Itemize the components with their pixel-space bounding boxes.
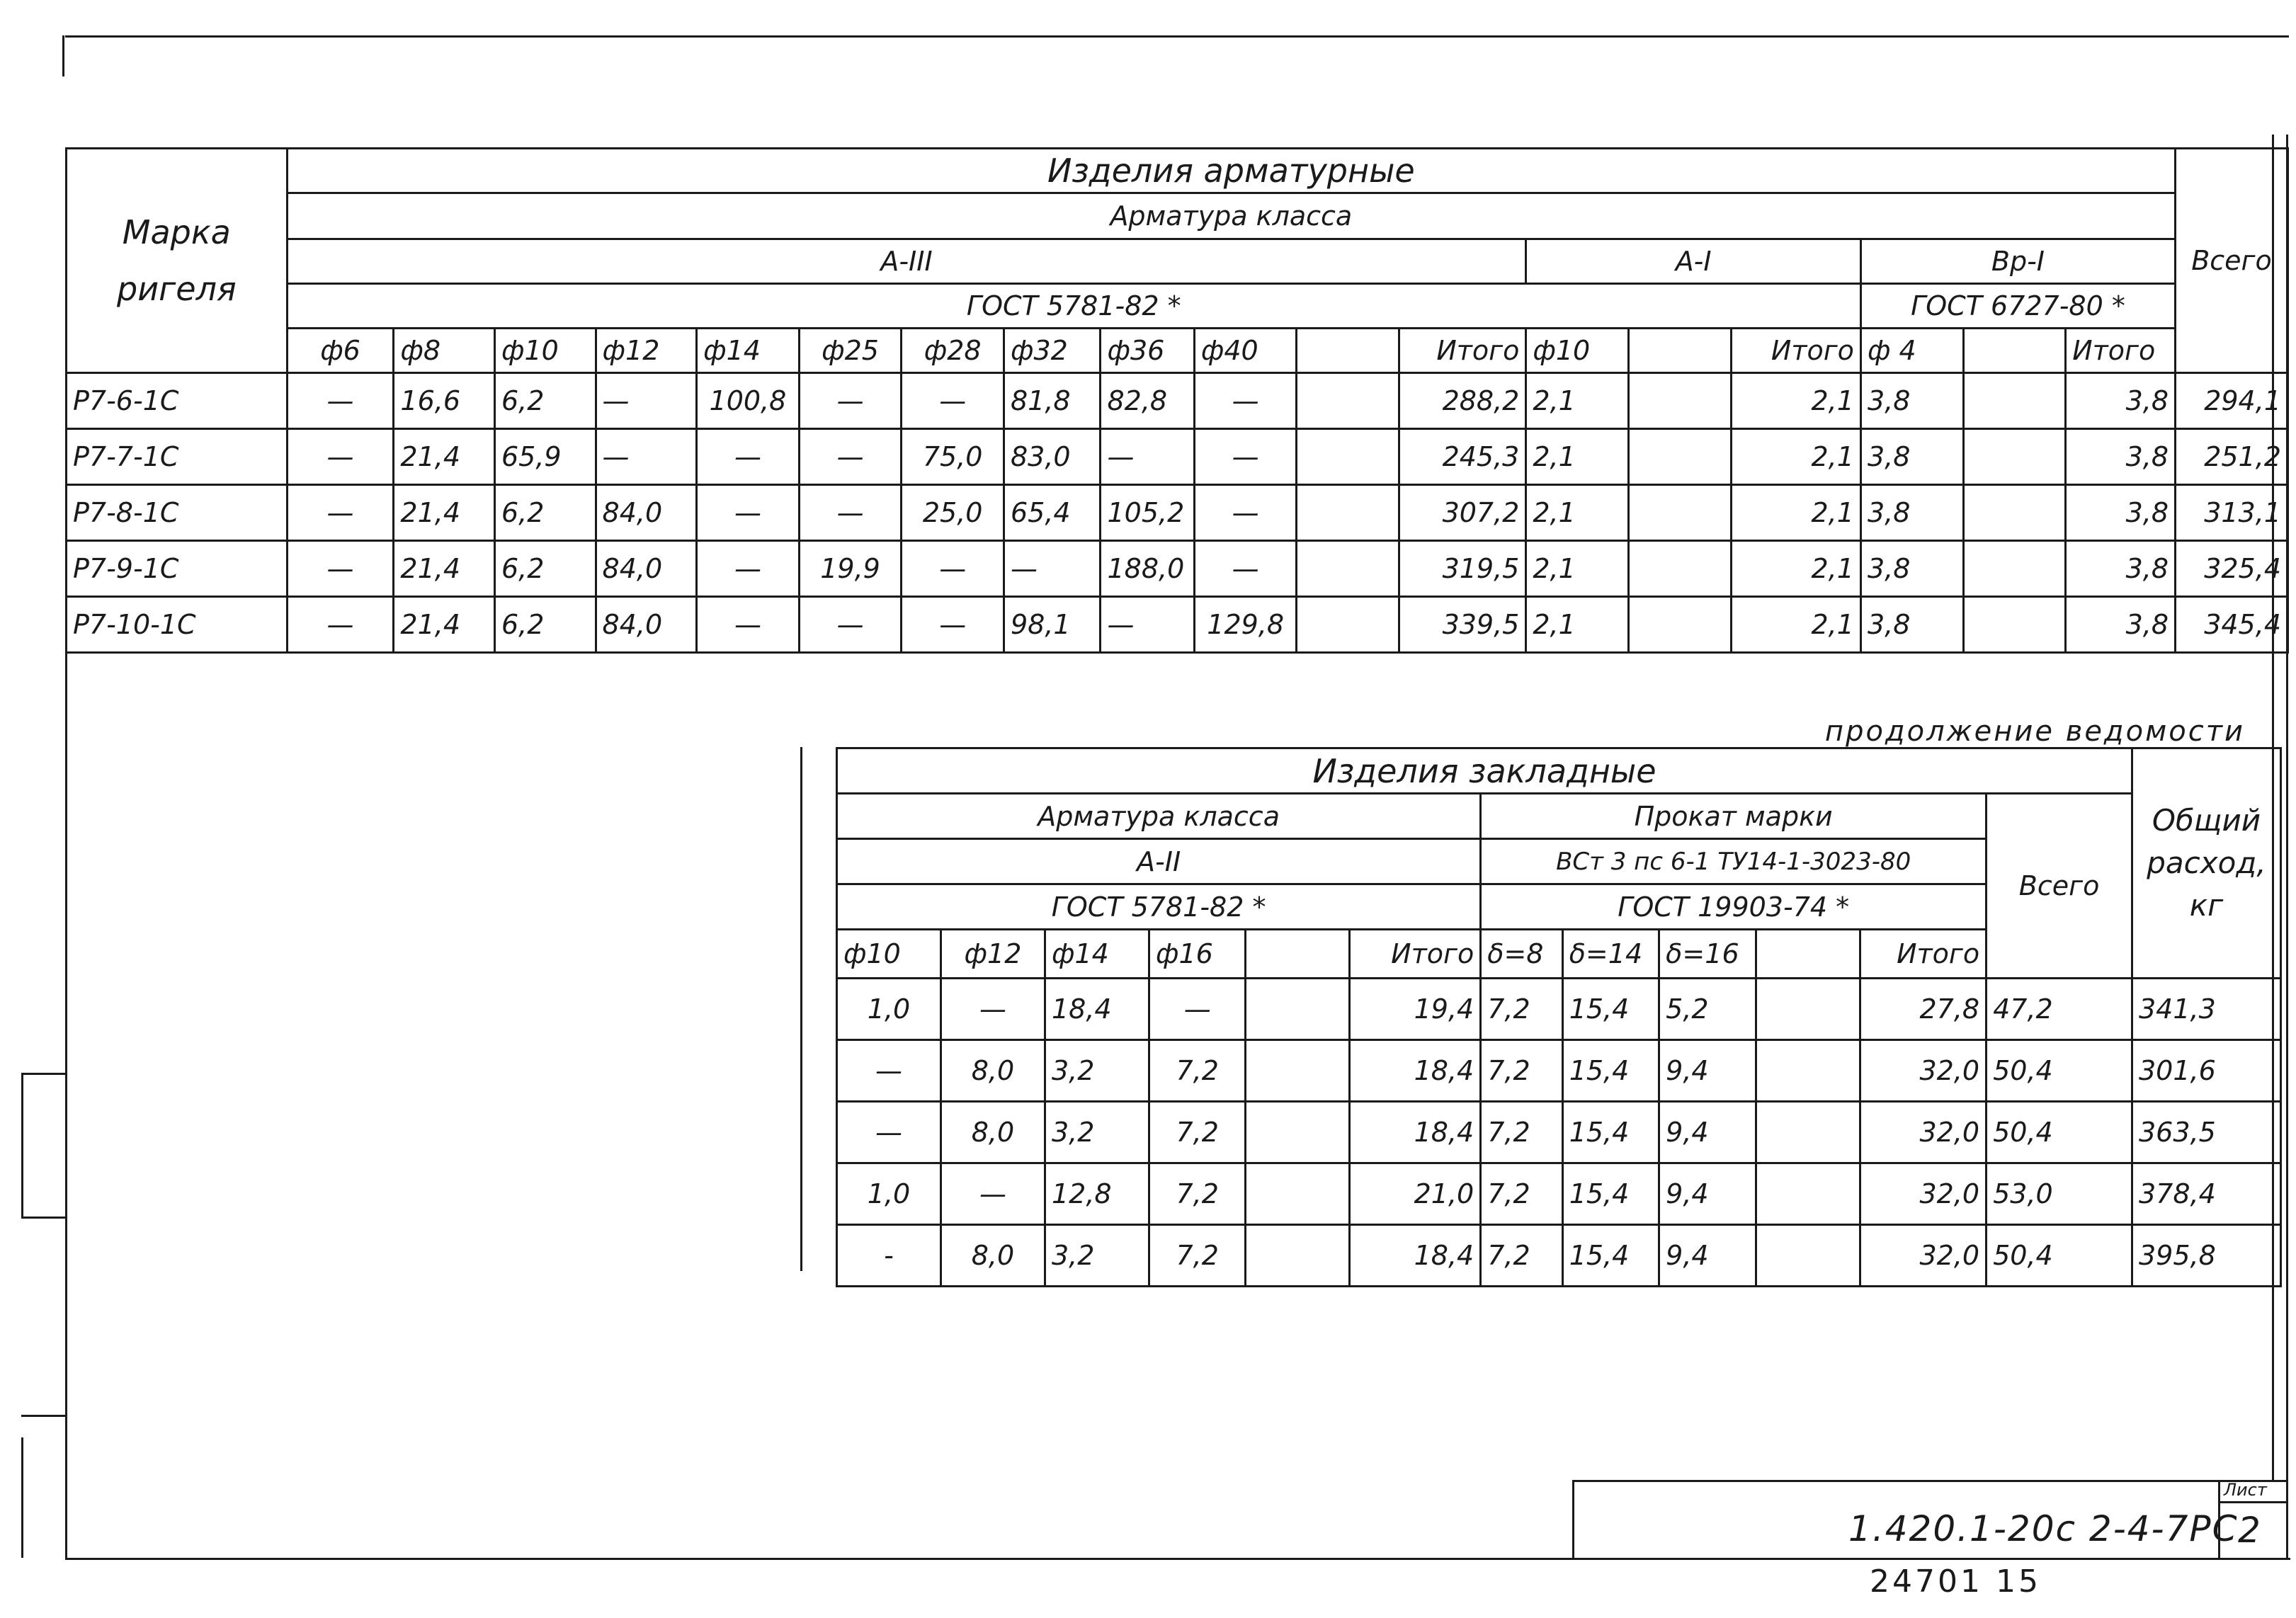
table-cell: 7,2 — [1149, 1040, 1245, 1102]
table-row — [837, 1102, 2281, 1163]
table-cell: 8,0 — [940, 1225, 1045, 1287]
table-cell: 288,2 — [1399, 373, 1526, 429]
table-cell: 18,4 — [1045, 979, 1149, 1040]
table-cell: 25,0 — [902, 485, 1004, 541]
col-header: ф10 — [1526, 329, 1629, 373]
table-row — [67, 373, 2288, 429]
row-mark: Р7-8-1С — [67, 485, 288, 541]
table-cell: — — [902, 373, 1004, 429]
row-total: 50,4 — [1987, 1040, 2132, 1102]
table-cell: 21,4 — [394, 429, 495, 485]
table2-total-header: Всего — [1987, 794, 2132, 979]
table-cell: — — [1194, 429, 1297, 485]
table-cell: 15,4 — [1562, 1225, 1659, 1287]
table-cell: 3,2 — [1045, 1102, 1149, 1163]
table-cell: 2,1 — [1526, 485, 1629, 541]
col-header: ф10 — [494, 329, 596, 373]
frame-top-line — [65, 35, 2289, 38]
row-overall: 341,3 — [2132, 979, 2280, 1040]
embedded-products-table — [836, 747, 2282, 1287]
margin-vertical — [21, 1073, 23, 1218]
table-cell: 21,4 — [394, 485, 495, 541]
table-cell: — — [799, 373, 902, 429]
table-cell: 3,8 — [1860, 373, 1963, 429]
row-overall: 378,4 — [2132, 1163, 2280, 1225]
table-cell: — — [837, 1040, 941, 1102]
table-cell: 82,8 — [1101, 373, 1194, 429]
table-cell: 2,1 — [1526, 429, 1629, 485]
table-cell: 18,4 — [1350, 1225, 1481, 1287]
col-header: ф10 — [837, 930, 941, 979]
table-cell: — — [1149, 979, 1245, 1040]
table-cell: — — [697, 541, 800, 597]
table-cell: 7,2 — [1481, 979, 1562, 1040]
table-cell: — — [940, 979, 1045, 1040]
table-cell: 3,8 — [1860, 429, 1963, 485]
col-header-empty — [1963, 329, 2066, 373]
table-cell: 7,2 — [1481, 1040, 1562, 1102]
col-header: Итого — [1860, 930, 1986, 979]
col-header: δ=8 — [1481, 930, 1562, 979]
table-cell: 3,8 — [2066, 429, 2176, 485]
table-cell: 8,0 — [940, 1102, 1045, 1163]
col-header: ф16 — [1149, 930, 1245, 979]
table-cell: 18,4 — [1350, 1102, 1481, 1163]
table-cell: — — [287, 373, 394, 429]
table-cell: 2,1 — [1526, 541, 1629, 597]
table-cell — [1297, 429, 1399, 485]
table-row — [837, 1225, 2281, 1287]
table-row — [67, 485, 2288, 541]
table-cell: 1,0 — [837, 979, 941, 1040]
prokat-gost: ГОСТ 19903-74 * — [1481, 884, 1987, 930]
table-cell — [1756, 1102, 1860, 1163]
arm-class: А-II — [837, 839, 1481, 884]
table-cell: 5,2 — [1659, 979, 1756, 1040]
footer-number: 24701 15 — [1870, 1563, 2041, 1600]
col-header: Итого — [1399, 329, 1526, 373]
table-cell: 6,2 — [494, 541, 596, 597]
row-overall: 301,6 — [2132, 1040, 2280, 1102]
table-cell: — — [1194, 541, 1297, 597]
table-cell: 65,9 — [494, 429, 596, 485]
table-cell: 32,0 — [1860, 1102, 1986, 1163]
table-cell: 15,4 — [1562, 1163, 1659, 1225]
table-cell: 3,8 — [2066, 485, 2176, 541]
stamp-doc-code: 1.420.1-20с 2-4-7РС — [1848, 1508, 2239, 1549]
table-cell: 3,8 — [2066, 597, 2176, 653]
table-cell — [1628, 597, 1731, 653]
table-cell: 6,2 — [494, 373, 596, 429]
table-cell: — — [799, 429, 902, 485]
table-cell: 84,0 — [596, 597, 697, 653]
table-cell: — — [697, 429, 800, 485]
table-cell: — — [1101, 429, 1194, 485]
stamp-sheet-label-line — [2218, 1501, 2288, 1503]
table-cell: 3,8 — [1860, 597, 1963, 653]
table2-left-stub — [800, 747, 802, 1271]
table-cell — [1963, 429, 2066, 485]
table-cell: 2,1 — [1731, 485, 1860, 541]
table-row — [837, 979, 2281, 1040]
row-mark: Р7-7-1С — [67, 429, 288, 485]
table-cell — [1756, 1225, 1860, 1287]
table-cell: 339,5 — [1399, 597, 1526, 653]
table-cell: 27,8 — [1860, 979, 1986, 1040]
table-cell: 19,4 — [1350, 979, 1481, 1040]
table-cell: 32,0 — [1860, 1040, 1986, 1102]
stamp-sheet-label: Лист — [2224, 1480, 2267, 1500]
row-mark: Р7-9-1С — [67, 541, 288, 597]
row-overall: 395,8 — [2132, 1225, 2280, 1287]
table-cell: 81,8 — [1004, 373, 1101, 429]
table-cell: 7,2 — [1149, 1225, 1245, 1287]
table1-subtitle: Арматура класса — [287, 193, 2175, 239]
table-cell: 2,1 — [1526, 597, 1629, 653]
group-bp1: Вр-I — [1860, 239, 2175, 284]
table-cell: 7,2 — [1481, 1102, 1562, 1163]
table-cell: 21,4 — [394, 541, 495, 597]
table-cell — [1297, 373, 1399, 429]
row-total: 325,4 — [2176, 541, 2288, 597]
table-cell: 9,4 — [1659, 1040, 1756, 1102]
row-mark: Р7-6-1С — [67, 373, 288, 429]
col-header-empty — [1628, 329, 1731, 373]
stamp-top-line — [1572, 1480, 2288, 1482]
table-cell — [1246, 1225, 1350, 1287]
row-total: 294,1 — [2176, 373, 2288, 429]
col-header: ф8 — [394, 329, 495, 373]
overall-header: Общий расход, кг — [2132, 748, 2280, 979]
table-cell: — — [1194, 373, 1297, 429]
margin-line-2 — [21, 1217, 65, 1219]
table-cell: 2,1 — [1731, 597, 1860, 653]
table-cell — [1628, 373, 1731, 429]
table-cell: 15,4 — [1562, 1102, 1659, 1163]
col-header: ф32 — [1004, 329, 1101, 373]
table-cell: 83,0 — [1004, 429, 1101, 485]
table1-title: Изделия арматурные — [287, 149, 2175, 193]
table-cell: — — [287, 485, 394, 541]
prokat-header: Прокат марки — [1481, 794, 1987, 839]
table-cell: 84,0 — [596, 541, 697, 597]
frame-left-tick — [62, 35, 64, 76]
table-cell — [1963, 597, 2066, 653]
col-header: Итого — [1731, 329, 1860, 373]
row-overall: 363,5 — [2132, 1102, 2280, 1163]
table-row — [67, 429, 2288, 485]
table2-title: Изделия закладные — [837, 748, 2132, 794]
table-cell — [1246, 1102, 1350, 1163]
table-cell: — — [940, 1163, 1045, 1225]
col-header-empty — [1297, 329, 1399, 373]
col-header: δ=14 — [1562, 930, 1659, 979]
row-total: 47,2 — [1987, 979, 2132, 1040]
stamp-sheet-number: 2 — [2238, 1510, 2261, 1551]
table-cell: — — [697, 597, 800, 653]
table-cell — [1628, 429, 1731, 485]
table-cell: 15,4 — [1562, 979, 1659, 1040]
table-cell: 8,0 — [940, 1040, 1045, 1102]
table-cell: 2,1 — [1731, 373, 1860, 429]
table-cell — [1756, 1040, 1860, 1102]
table-cell: 3,8 — [2066, 541, 2176, 597]
arm-header: Арматура класса — [837, 794, 1481, 839]
table-cell: 15,4 — [1562, 1040, 1659, 1102]
table-cell — [1963, 541, 2066, 597]
table-cell — [1963, 485, 2066, 541]
table-cell: — — [837, 1102, 941, 1163]
margin-line-3 — [21, 1415, 65, 1417]
table-cell: 32,0 — [1860, 1225, 1986, 1287]
row-total: 251,2 — [2176, 429, 2288, 485]
col-header: ф14 — [1045, 930, 1149, 979]
arm-gost: ГОСТ 5781-82 * — [837, 884, 1481, 930]
table-cell: 105,2 — [1101, 485, 1194, 541]
table-cell — [1246, 1040, 1350, 1102]
table-cell — [1963, 373, 2066, 429]
table-cell: — — [287, 541, 394, 597]
table-cell: 65,4 — [1004, 485, 1101, 541]
table-cell: 75,0 — [902, 429, 1004, 485]
gost-a3: ГОСТ 5781-82 * — [287, 284, 1860, 329]
table-cell: — — [287, 429, 394, 485]
table-row — [837, 1163, 2281, 1225]
table-cell: — — [1101, 597, 1194, 653]
table-cell: 3,8 — [1860, 541, 1963, 597]
stamp-left-line — [1572, 1480, 1574, 1559]
prokat-grade: ВСт 3 пс 6-1 ТУ14-1-3023-80 — [1481, 839, 1987, 884]
col-header-empty — [1756, 930, 1860, 979]
table-cell: 1,0 — [837, 1163, 941, 1225]
table-cell: — — [799, 597, 902, 653]
col-header: Итого — [1350, 930, 1481, 979]
col-header-empty — [1246, 930, 1350, 979]
margin-vertical-2 — [21, 1437, 23, 1558]
table-cell: 12,8 — [1045, 1163, 1149, 1225]
col-header: ф14 — [697, 329, 800, 373]
table-cell: 21,4 — [394, 597, 495, 653]
col-header: ф28 — [902, 329, 1004, 373]
row-total: 50,4 — [1987, 1102, 2132, 1163]
row-total: 53,0 — [1987, 1163, 2132, 1225]
table-cell: 188,0 — [1101, 541, 1194, 597]
table-cell: 3,8 — [2066, 373, 2176, 429]
table-cell — [1297, 597, 1399, 653]
table-cell: — — [596, 429, 697, 485]
table-cell: 9,4 — [1659, 1225, 1756, 1287]
table-cell — [1756, 979, 1860, 1040]
table1-body — [67, 373, 2288, 653]
col-header: ф6 — [287, 329, 394, 373]
table-cell: 18,4 — [1350, 1040, 1481, 1102]
table-cell: 245,3 — [1399, 429, 1526, 485]
group-a1: А-I — [1526, 239, 1861, 284]
col-header: ф25 — [799, 329, 902, 373]
table-cell: 3,8 — [1860, 485, 1963, 541]
table-cell: 21,0 — [1350, 1163, 1481, 1225]
table-cell: - — [837, 1225, 941, 1287]
table-cell: 6,2 — [494, 597, 596, 653]
table-cell: 32,0 — [1860, 1163, 1986, 1225]
table-cell: — — [902, 541, 1004, 597]
table-cell: 100,8 — [697, 373, 800, 429]
table-cell: — — [697, 485, 800, 541]
col-header: ф12 — [940, 930, 1045, 979]
col-header: δ=16 — [1659, 930, 1756, 979]
table-row — [837, 1040, 2281, 1102]
col-header: ф40 — [1194, 329, 1297, 373]
table-cell — [1297, 485, 1399, 541]
table-cell: — — [596, 373, 697, 429]
table-cell: 9,4 — [1659, 1163, 1756, 1225]
table-cell — [1246, 1163, 1350, 1225]
table-cell: 9,4 — [1659, 1102, 1756, 1163]
table-cell — [1756, 1163, 1860, 1225]
table-cell: 3,2 — [1045, 1040, 1149, 1102]
col-header: ф 4 — [1860, 329, 1963, 373]
table-cell: — — [287, 597, 394, 653]
table-cell: — — [1004, 541, 1101, 597]
table1-total-header: Всего — [2176, 149, 2288, 373]
table-cell: 98,1 — [1004, 597, 1101, 653]
table-cell: 319,5 — [1399, 541, 1526, 597]
table-row — [67, 597, 2288, 653]
reinforcement-products-table — [65, 147, 2289, 654]
table2-body — [837, 979, 2281, 1287]
table-cell: — — [799, 485, 902, 541]
margin-line-1 — [21, 1073, 65, 1075]
row-total: 313,1 — [2176, 485, 2288, 541]
frame-bottom-line — [65, 1558, 2290, 1560]
table-cell: 7,2 — [1481, 1225, 1562, 1287]
table-cell: 3,2 — [1045, 1225, 1149, 1287]
table-cell: 129,8 — [1194, 597, 1297, 653]
table-cell — [1246, 979, 1350, 1040]
table-cell: 2,1 — [1731, 541, 1860, 597]
mark-header: Марка ригеля — [67, 149, 288, 373]
table-row — [67, 541, 2288, 597]
table-cell — [1297, 541, 1399, 597]
table-cell: 7,2 — [1481, 1163, 1562, 1225]
col-header: Итого — [2066, 329, 2176, 373]
table-cell — [1628, 485, 1731, 541]
table-cell: 307,2 — [1399, 485, 1526, 541]
continuation-label: продолжение ведомости — [1824, 715, 2245, 748]
row-mark: Р7-10-1С — [67, 597, 288, 653]
table-cell: — — [1194, 485, 1297, 541]
group-a3: А-III — [287, 239, 1526, 284]
table-cell: 19,9 — [799, 541, 902, 597]
table-cell: 2,1 — [1731, 429, 1860, 485]
table-cell: 7,2 — [1149, 1102, 1245, 1163]
row-total: 345,4 — [2176, 597, 2288, 653]
table-cell: 2,1 — [1526, 373, 1629, 429]
col-header: ф36 — [1101, 329, 1194, 373]
table-cell: 7,2 — [1149, 1163, 1245, 1225]
col-header: ф12 — [596, 329, 697, 373]
table-cell: 6,2 — [494, 485, 596, 541]
table-cell — [1628, 541, 1731, 597]
table-cell: 84,0 — [596, 485, 697, 541]
table-cell: — — [902, 597, 1004, 653]
gost-bp1: ГОСТ 6727-80 * — [1860, 284, 2175, 329]
row-total: 50,4 — [1987, 1225, 2132, 1287]
table-cell: 16,6 — [394, 373, 495, 429]
